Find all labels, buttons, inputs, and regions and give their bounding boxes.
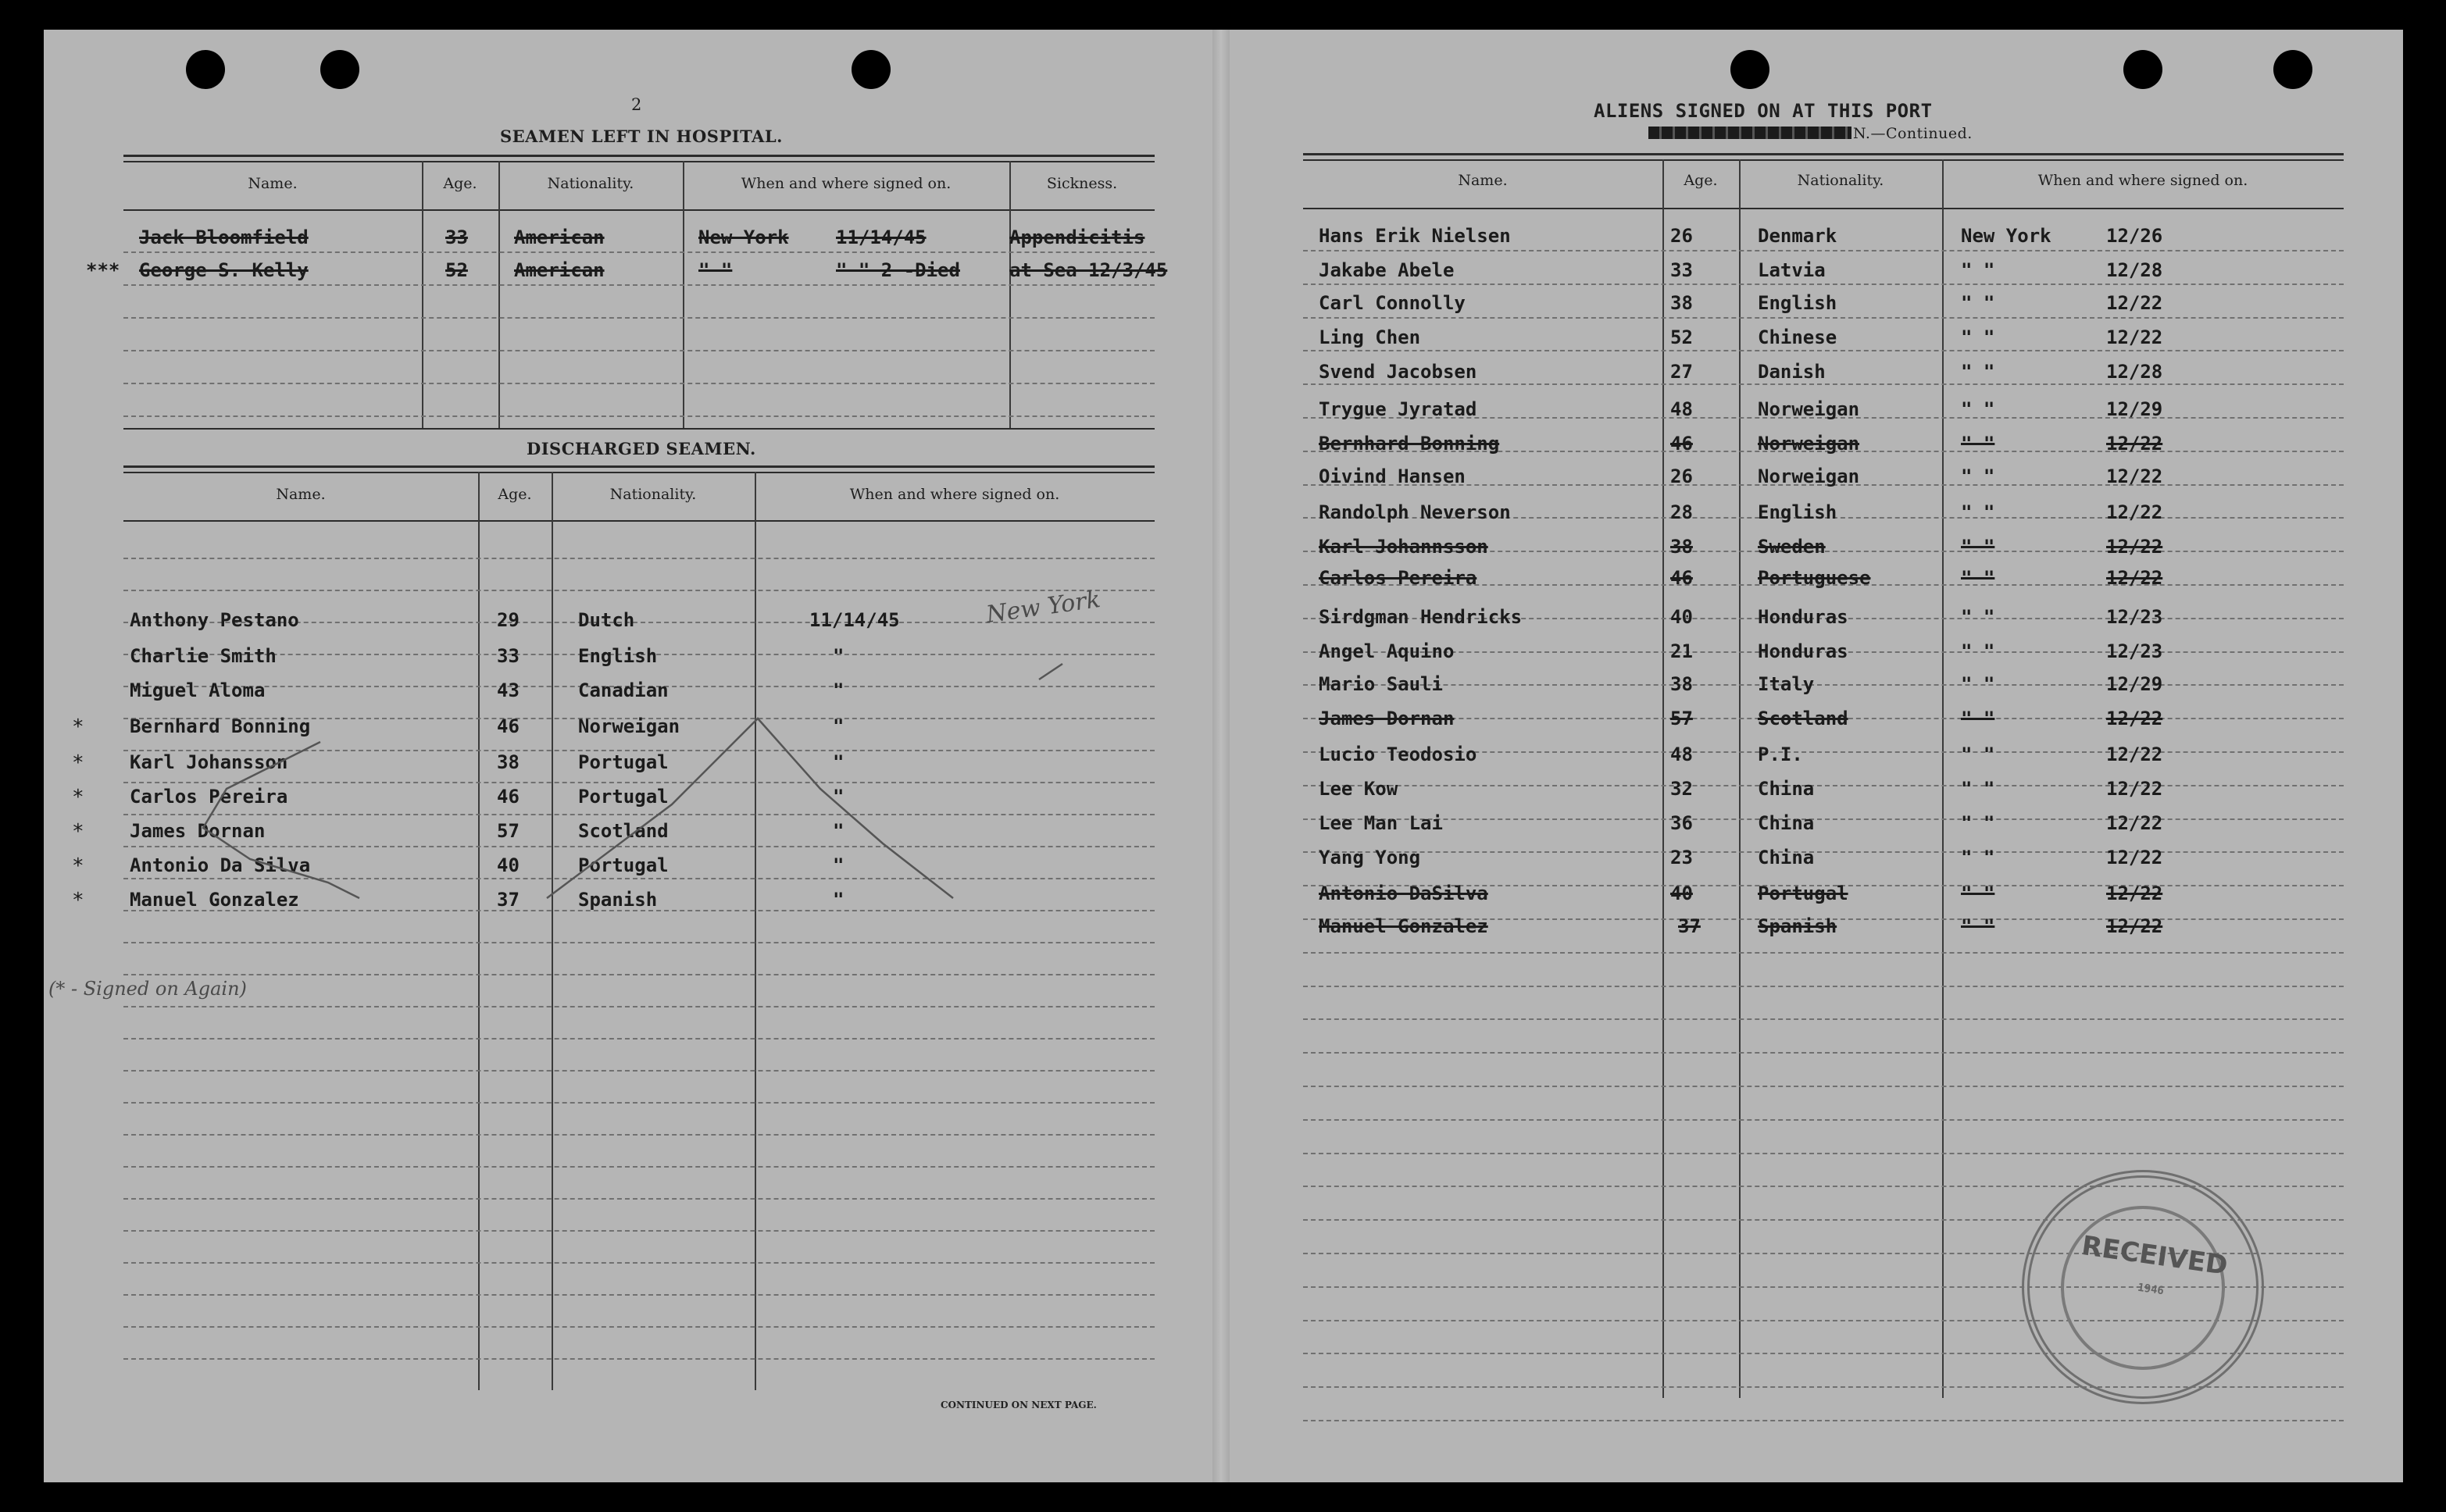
row-rule [1303, 1018, 2344, 1020]
alien-age: 38 [1670, 536, 1693, 558]
column-header: Name. [248, 175, 298, 192]
hospital-date: 11/14/45 [836, 226, 927, 248]
aliens-title: ALIENS SIGNED ON AT THIS PORT [1594, 100, 1933, 122]
alien-nationality: Denmark [1758, 225, 1837, 247]
alien-age: 40 [1670, 883, 1693, 904]
alien-name: Lee Man Lai [1319, 812, 1443, 834]
alien-date: 12/22 [2106, 915, 2163, 937]
alien-date: 12/22 [2106, 883, 2163, 904]
handwritten-new-york: New York [984, 585, 1102, 629]
hospital-sickness: Appendicitis [1009, 226, 1145, 248]
column-header: Nationality. [1797, 172, 1884, 189]
hospital-date: " " 2 -Died [836, 259, 960, 281]
hospital-title: SEAMEN LEFT IN HOSPITAL. [500, 127, 783, 146]
alien-where: New York [1961, 225, 2051, 247]
punch-hole [2123, 50, 2162, 89]
alien-date: 12/22 [2106, 465, 2163, 487]
alien-nationality: Chinese [1758, 326, 1837, 348]
alien-date: 12/26 [2106, 225, 2163, 247]
alien-name: Carlos Pereira [1319, 567, 1477, 589]
alien-where: " " [1961, 361, 1995, 383]
discharged-name: Karl Johansson [130, 751, 288, 773]
alien-date: 12/22 [2106, 847, 2163, 868]
alien-where: " " [1961, 812, 1995, 834]
hospital-where: New York [698, 226, 789, 248]
column-header: When and where signed on. [741, 175, 952, 192]
alien-nationality: Sweden [1758, 536, 1826, 558]
row-rule [1303, 684, 2344, 686]
hospital-where: " " [698, 259, 733, 281]
alien-name: Bernhard Bonning [1319, 433, 1500, 455]
alien-nationality: Danish [1758, 361, 1826, 383]
alien-date: 12/22 [2106, 433, 2163, 455]
hospital-nationality: American [514, 259, 605, 281]
row-rule [1303, 350, 2344, 351]
alien-age: 48 [1670, 744, 1693, 765]
alien-age: 26 [1670, 465, 1693, 487]
row-rule [1303, 250, 2344, 251]
alien-name: Randolph Neverson [1319, 501, 1511, 523]
alien-nationality: Scotland [1758, 708, 1848, 729]
column-line [1662, 159, 1664, 1398]
alien-where: " " [1961, 259, 1995, 281]
alien-nationality: Portugal [1758, 883, 1848, 904]
alien-where: " " [1961, 673, 1995, 695]
discharged-age: 38 [497, 751, 520, 773]
discharged-name: Anthony Pestano [130, 609, 299, 631]
page-number: 2 [631, 95, 642, 114]
discharged-age: 46 [497, 786, 520, 808]
alien-where: " " [1961, 744, 1995, 765]
alien-date: 12/22 [2106, 708, 2163, 729]
obliterated-subtitle [1648, 127, 1851, 139]
row-rule [1303, 1153, 2344, 1154]
alien-name: Carl Connolly [1319, 292, 1466, 314]
alien-date: 12/22 [2106, 778, 2163, 800]
discharged-name: Miguel Aloma [130, 679, 266, 701]
alien-age: 57 [1670, 708, 1693, 729]
discharged-nationality: Scotland [578, 820, 669, 842]
column-line [1739, 159, 1741, 1398]
discharged-name: Carlos Pereira [130, 786, 288, 808]
alien-name: Angel Aquino [1319, 640, 1455, 662]
alien-name: Trygue Jyratad [1319, 398, 1477, 420]
signed-again-mark: * [72, 786, 84, 809]
alien-date: 12/29 [2106, 673, 2163, 695]
column-header: When and where signed on. [2037, 172, 2248, 189]
alien-date: 12/22 [2106, 326, 2163, 348]
alien-where: " " [1961, 606, 1995, 628]
column-header: Name. [276, 486, 326, 503]
hospital-age: 33 [445, 226, 468, 248]
alien-where: " " [1961, 915, 1995, 937]
signed-on-again-note: (* - Signed on Again) [48, 978, 247, 1000]
alien-date: 12/22 [2106, 292, 2163, 314]
column-header: Name. [1458, 172, 1508, 189]
discharged-age: 40 [497, 854, 520, 876]
received-stamp [2022, 1170, 2264, 1404]
discharged-nationality: Norweigan [578, 715, 680, 737]
alien-where: " " [1961, 326, 1995, 348]
alien-name: Oivind Hansen [1319, 465, 1466, 487]
discharged-nationality: Portugal [578, 854, 669, 876]
alien-name: James Dornan [1319, 708, 1455, 729]
row-mark: *** [86, 259, 120, 281]
discharged-signed: " [833, 751, 844, 773]
discharged-age: 29 [497, 609, 520, 631]
alien-name: Svend Jacobsen [1319, 361, 1477, 383]
row-rule [1303, 818, 2344, 820]
alien-name: Jakabe Abele [1319, 259, 1455, 281]
alien-date: 12/29 [2106, 398, 2163, 420]
discharged-nationality: Portugal [578, 751, 669, 773]
alien-name: Yang Yong [1319, 847, 1421, 868]
column-header: Age. [443, 175, 477, 192]
alien-date: 12/28 [2106, 361, 2163, 383]
alien-age: 26 [1670, 225, 1693, 247]
signed-again-mark: * [72, 820, 84, 843]
alien-name: Lucio Teodosio [1319, 744, 1477, 765]
alien-where: " " [1961, 847, 1995, 868]
alien-nationality: Norweigan [1758, 433, 1860, 455]
signed-again-mark: * [72, 854, 84, 878]
discharged-age: 57 [497, 820, 520, 842]
row-rule [1303, 1086, 2344, 1087]
discharged-signed: " [833, 889, 844, 911]
discharged-nationality: Portugal [578, 786, 669, 808]
alien-date: 12/22 [2106, 501, 2163, 523]
hospital-nationality: American [514, 226, 605, 248]
row-rule [1303, 284, 2344, 285]
alien-name: Lee Kow [1319, 778, 1398, 800]
alien-age: 46 [1670, 567, 1693, 589]
discharged-nationality: Dutch [578, 609, 635, 631]
signed-again-mark: * [72, 889, 84, 912]
row-rule [1303, 1119, 2344, 1121]
aliens-subtitle-suffix: N.—Continued. [1853, 125, 1973, 142]
alien-name: Mario Sauli [1319, 673, 1443, 695]
alien-nationality: Honduras [1758, 606, 1848, 628]
hospital-name: Jack Bloomfield [139, 226, 309, 248]
alien-nationality: Norweigan [1758, 465, 1860, 487]
alien-nationality: Italy [1758, 673, 1815, 695]
discharged-signed: " [833, 715, 844, 737]
discharged-name: Bernhard Bonning [130, 715, 311, 737]
discharged-signed: " [833, 645, 844, 667]
alien-nationality: Norweigan [1758, 398, 1860, 420]
row-rule [1303, 785, 2344, 786]
discharged-age: 46 [497, 715, 520, 737]
discharged-nationality: English [578, 645, 658, 667]
discharged-signed: " [833, 854, 844, 876]
alien-name: Sirdgman Hendricks [1319, 606, 1523, 628]
row-rule [1303, 1420, 2344, 1421]
column-header: Age. [1684, 172, 1718, 189]
row-rule [1303, 383, 2344, 385]
punch-hole [2273, 50, 2312, 89]
alien-date: 12/22 [2106, 812, 2163, 834]
alien-nationality: Portuguese [1758, 567, 1871, 589]
alien-date: 12/28 [2106, 259, 2163, 281]
alien-nationality: Spanish [1758, 915, 1837, 937]
alien-age: 27 [1670, 361, 1693, 383]
discharged-title: DISCHARGED SEAMEN. [527, 439, 756, 458]
alien-date: 12/22 [2106, 744, 2163, 765]
alien-age: 48 [1670, 398, 1693, 420]
alien-where: " " [1961, 398, 1995, 420]
alien-age: 46 [1670, 433, 1693, 455]
discharged-signed: 11/14/45 [809, 609, 900, 631]
alien-where: " " [1961, 433, 1995, 455]
discharged-age: 43 [497, 679, 520, 701]
row-rule [1303, 851, 2344, 853]
alien-name: Antonio DaSilva [1319, 883, 1488, 904]
row-rule [1303, 1052, 2344, 1054]
stamp-received-text: RECEIVED [2080, 1230, 2230, 1282]
alien-where: " " [1961, 640, 1995, 662]
alien-age: 40 [1670, 606, 1693, 628]
signed-again-mark: * [72, 751, 84, 775]
alien-where: " " [1961, 465, 1995, 487]
alien-name: Hans Erik Nielsen [1319, 225, 1511, 247]
discharged-signed: " [833, 786, 844, 808]
alien-age: 21 [1670, 640, 1693, 662]
row-rule [1303, 952, 2344, 954]
aliens-top-rule [1303, 153, 2344, 155]
hospital-age: 52 [445, 259, 468, 281]
aliens-header-rule [1303, 208, 2344, 209]
alien-where: " " [1961, 883, 1995, 904]
alien-age: 38 [1670, 292, 1693, 314]
alien-nationality: English [1758, 292, 1837, 314]
row-rule [1303, 986, 2344, 987]
signed-again-mark: * [72, 715, 84, 739]
discharged-nationality: Spanish [578, 889, 658, 911]
alien-where: " " [1961, 501, 1995, 523]
column-line [1942, 159, 1944, 1398]
alien-age: 52 [1670, 326, 1693, 348]
alien-nationality: China [1758, 847, 1815, 868]
row-rule [1303, 317, 2344, 319]
alien-nationality: China [1758, 812, 1815, 834]
alien-name: Manuel Gonzalez [1319, 915, 1488, 937]
hospital-name: George S. Kelly [139, 259, 309, 281]
alien-nationality: English [1758, 501, 1837, 523]
alien-name: Karl Johannsson [1319, 536, 1488, 558]
alien-age: 38 [1670, 673, 1693, 695]
alien-date: 12/22 [2106, 536, 2163, 558]
hospital-sickness: at Sea 12/3/45 [1009, 259, 1168, 281]
discharged-signed: " [833, 820, 844, 842]
alien-nationality: Honduras [1758, 640, 1848, 662]
discharged-name: Antonio Da Silva [130, 854, 311, 876]
column-header: When and where signed on. [849, 486, 1060, 503]
alien-age: 23 [1670, 847, 1693, 868]
discharged-nationality: Canadian [578, 679, 669, 701]
alien-where: " " [1961, 292, 1995, 314]
column-header: Nationality. [547, 175, 634, 192]
alien-date: 12/22 [2106, 567, 2163, 589]
alien-nationality: Latvia [1758, 259, 1826, 281]
discharged-name: James Dornan [130, 820, 266, 842]
alien-age: 36 [1670, 812, 1693, 834]
alien-where: " " [1961, 708, 1995, 729]
aliens-top-rule-2 [1303, 159, 2344, 161]
alien-age: 33 [1670, 259, 1693, 281]
continued-footer: CONTINUED ON NEXT PAGE. [941, 1400, 1097, 1410]
stamp-year: 1946 [2137, 1281, 2165, 1298]
alien-nationality: P.I. [1758, 744, 1803, 765]
alien-name: Ling Chen [1319, 326, 1421, 348]
alien-age: 32 [1670, 778, 1693, 800]
discharged-name: Charlie Smith [130, 645, 277, 667]
punch-hole [1730, 50, 1769, 89]
discharged-name: Manuel Gonzalez [130, 889, 299, 911]
alien-where: " " [1961, 567, 1995, 589]
alien-date: 12/23 [2106, 640, 2163, 662]
column-header: Age. [498, 486, 532, 503]
alien-age: 37 [1678, 915, 1701, 937]
discharged-age: 33 [497, 645, 520, 667]
column-header: Sickness. [1046, 175, 1118, 192]
column-header: Nationality. [609, 486, 697, 503]
alien-where: " " [1961, 536, 1995, 558]
alien-where: " " [1961, 778, 1995, 800]
alien-age: 28 [1670, 501, 1693, 523]
alien-date: 12/23 [2106, 606, 2163, 628]
discharged-signed: " [833, 679, 844, 701]
discharged-age: 37 [497, 889, 520, 911]
pencil-check-marks [0, 0, 1219, 1512]
alien-nationality: China [1758, 778, 1815, 800]
